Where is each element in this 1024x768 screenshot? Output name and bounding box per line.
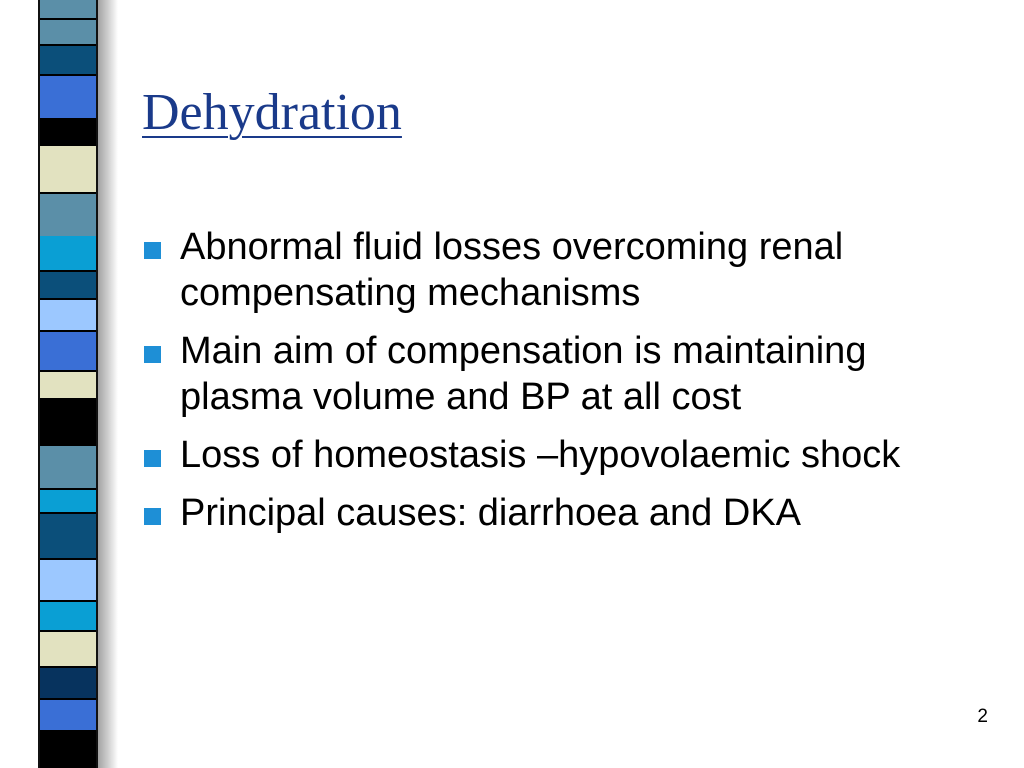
bullet-item	[142, 328, 992, 420]
square-bullet-icon	[144, 242, 161, 259]
stripe-segment	[40, 300, 96, 330]
stripe-segment	[40, 560, 96, 600]
square-bullet-icon	[144, 450, 161, 467]
stripe-segment	[40, 446, 96, 488]
square-bullet-icon	[144, 346, 161, 363]
bullet-text: Loss of homeostasis –hypovolaemic shock	[180, 434, 901, 476]
stripe-segment	[40, 514, 96, 558]
bullet-item	[142, 432, 992, 478]
stripe-segment	[40, 120, 96, 144]
bullet-text: Abnormal fluid losses overcoming renal compensating mechanisms	[180, 226, 844, 314]
page-number: 2	[977, 706, 988, 727]
bullet-item	[142, 490, 992, 536]
stripe-shadow	[96, 0, 118, 768]
square-bullet-icon	[144, 508, 161, 525]
stripe-segment	[40, 0, 96, 18]
stripe-segment	[40, 272, 96, 298]
stripe-segment	[40, 400, 96, 444]
stripe-segment	[40, 236, 96, 270]
stripe-segment	[40, 632, 96, 666]
stripe-segment	[40, 194, 96, 236]
bullet-item	[142, 224, 992, 316]
stripe-segment	[40, 332, 96, 370]
bullet-text: Main aim of compensation is maintaining plasma volume and BP at all cost	[180, 330, 867, 418]
stripe-segment	[40, 146, 96, 192]
stripe-segment	[40, 668, 96, 698]
stripe-segment	[40, 20, 96, 44]
stripe-segment	[40, 602, 96, 630]
stripe-segment	[40, 490, 96, 512]
stripe-segment	[40, 732, 96, 768]
stripe-segment	[40, 76, 96, 118]
slide-title: Dehydration	[142, 84, 402, 141]
decorative-stripe	[38, 0, 98, 768]
stripe-segment	[40, 46, 96, 74]
stripe-segment	[40, 372, 96, 398]
bullet-text: Principal causes: diarrhoea and DKA	[180, 492, 802, 534]
stripe-segment	[40, 700, 96, 730]
bullet-list	[142, 224, 992, 548]
